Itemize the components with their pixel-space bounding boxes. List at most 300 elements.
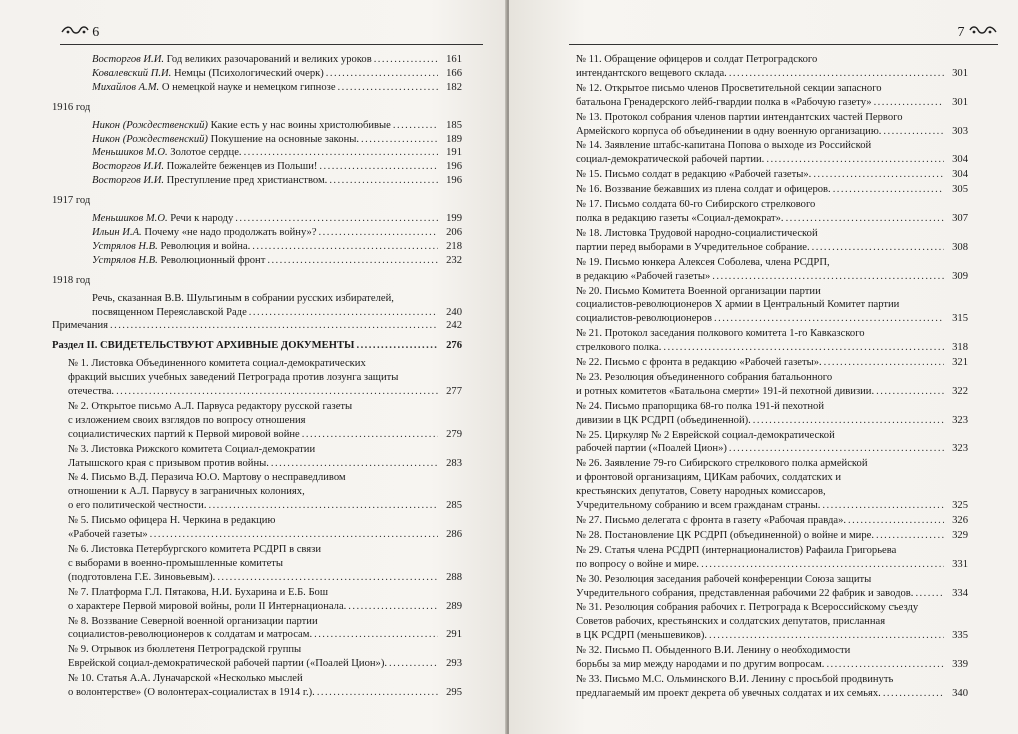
entry-line: № 27. Письмо делегата с фронта в газету «Рабочая правда». [576, 515, 847, 526]
entry-line: в ЦК РСДРП (меньшевиков). [576, 630, 708, 642]
toc-entry [92, 67, 462, 81]
dot-leader [766, 153, 944, 167]
entry-line: о волонтерстве» (О волонтерах-социалистах в 1914 г.). [68, 687, 315, 699]
entry-last-line [576, 442, 968, 456]
page-ref: 340 [952, 687, 968, 699]
document-entry [68, 514, 462, 542]
entry-line: интендантского вещевого склада. [576, 67, 727, 79]
entry-line: отношении к А.Л. Парвусу в заграничных колониях, [68, 486, 305, 498]
entry-line: социалистов-революционеров X армии в Центральный Комитет партии [576, 299, 900, 311]
entry-line: № 20. Письмо Комитета Военной организации партии [576, 285, 821, 297]
entry-line: № 14. Заявление штабс-капитана Попова о выходе из Российской [576, 140, 872, 152]
page-ref: 191 [446, 147, 462, 159]
dot-leader [663, 341, 944, 355]
toc-entry [92, 174, 462, 188]
document-entry [68, 672, 462, 700]
document-entry [576, 256, 968, 284]
entry-last-line [68, 528, 462, 542]
entry-line: о его политической честности. [68, 500, 207, 512]
year-heading: 1917 год [52, 195, 91, 207]
entry-line: № 2. Открытое письмо А.Л. Парвуса редактору русской газеты [68, 400, 353, 412]
dot-leader [356, 339, 438, 353]
entry-last-line [576, 67, 968, 81]
entry-text [92, 81, 336, 95]
entry-last-line [576, 687, 968, 701]
page-ref: 334 [952, 587, 968, 599]
page-ref: 293 [446, 658, 462, 670]
entry-line: № 1. Листовка Объединенного комитета социал-демократических [68, 358, 366, 370]
page-ref: 304 [952, 169, 968, 181]
page-ref: 303 [952, 125, 968, 137]
entry-line: № 7. Платформа Г.Л. Пятакова, Н.И. Бухарина и Е.Б. Бош [68, 586, 328, 598]
page-ref: 318 [952, 342, 968, 354]
entry-title: Революция и война. [160, 240, 251, 252]
entry-line: социал-демократической рабочей партии. [576, 154, 765, 166]
entry-text [92, 67, 324, 81]
entry-title: Почему «не надо продолжать войну»? [144, 226, 317, 238]
author-name: Никон (Рождественский) [92, 119, 208, 131]
page-ref: 295 [446, 687, 462, 699]
document-entry [576, 644, 968, 672]
entry-title: Год великих разочарований и великих уроков [166, 54, 372, 65]
author-name: Меньшиков М.О. [92, 147, 168, 159]
dot-leader [833, 183, 944, 197]
toc-entry [92, 81, 462, 95]
toc-entry [92, 53, 462, 67]
entry-last-line [576, 168, 968, 182]
page-ref: 196 [446, 175, 462, 187]
dot-leader [824, 356, 944, 370]
dot-leader [302, 428, 438, 442]
page-ref: 240 [446, 306, 462, 318]
entry-line: Речь, сказанная В.В. Шульгиным в собрании русских избирателей, [92, 292, 394, 304]
page-ref: 289 [446, 600, 462, 612]
author-name: Восторгов И.И. [92, 175, 164, 187]
dot-leader [812, 241, 944, 255]
dot-leader [883, 125, 944, 139]
author-name: Восторгов И.И. [92, 161, 164, 173]
entry-title: Преступление пред христианством. [166, 175, 328, 187]
floral-ornament-icon [968, 24, 998, 39]
page-ref: 331 [952, 558, 968, 570]
entry-line: № 31. Резолюция собрания рабочих г. Петрограда к Всероссийскому съезду [576, 602, 919, 614]
toc-entry [92, 119, 462, 133]
entry-line: социалистических партий к Первой мировой войне [68, 428, 300, 440]
page-ref: 301 [952, 67, 968, 79]
toc-entry [92, 306, 462, 320]
entry-last-line [68, 457, 462, 471]
entry-line: о характере Первой мировой войны, роли II Интернационала. [68, 600, 347, 612]
entry-line: № 22. Письмо с фронта в редакцию «Рабочей газеты». [576, 357, 822, 369]
section-label: Раздел II. СВИДЕТЕЛЬСТВУЮТ АРХИВНЫЕ ДОКУМЕНТЫ [52, 340, 355, 352]
entry-line: «Рабочей газеты» [68, 529, 148, 541]
entry-line: № 17. Письмо солдата 60-го Сибирского стрелкового [576, 199, 816, 211]
dot-leader [822, 499, 944, 513]
year-heading: 1916 год [52, 101, 91, 113]
entry-line: с выборами в военно-промышленные комитеты [68, 557, 284, 569]
page-ref: 308 [952, 241, 968, 253]
entry-line: № 18. Листовка Трудовой народно-социалистической [576, 227, 818, 239]
entry-last-line [576, 558, 968, 572]
page-ref: 286 [446, 529, 462, 541]
entry-line: № 15. Письмо солдат в редакцию «Рабочей газеты». [576, 169, 812, 181]
page-ref: 323 [952, 414, 968, 426]
entry-last-line [576, 658, 968, 672]
page-number: 7 [957, 25, 965, 40]
entry-line: № 23. Резолюция объединенного собрания батальонного [576, 371, 833, 383]
section-heading [52, 339, 462, 353]
entry-line: № 11. Обращение офицеров и солдат Петроградского [576, 54, 818, 65]
entry-title: Речи к народу [170, 213, 234, 225]
page-ref: 335 [952, 630, 968, 642]
page-ref: 321 [952, 357, 968, 369]
entry-title: Покушение на основные законы. [210, 133, 360, 145]
page-ref: 242 [446, 320, 462, 332]
dot-leader [326, 67, 438, 81]
entry-last-line [576, 270, 968, 284]
entry-line: № 21. Протокол заседания полкового комитета 1-го Кавказского [576, 328, 865, 340]
dot-leader [317, 686, 438, 700]
entry-text [92, 254, 265, 268]
entry-line: стрелкового полка. [576, 342, 662, 354]
page-ref: 199 [446, 213, 462, 225]
entry-line: батальона Гренадерского лейб-гвардии полка в «Рабочую газету» [576, 96, 872, 108]
dot-leader [709, 629, 944, 643]
year-heading: 1918 год [52, 274, 91, 286]
toc-entry [92, 240, 462, 254]
document-entry [576, 183, 968, 197]
document-entry [576, 514, 968, 528]
dot-leader [389, 657, 438, 671]
entry-last-line [68, 499, 462, 513]
entry-text [92, 119, 391, 133]
document-entry [576, 400, 968, 428]
entry-line: с изложением своих взглядов по вопросу отношения [68, 414, 306, 426]
entry-line: отечества. [68, 386, 115, 398]
page-ref: 166 [446, 67, 462, 79]
dot-leader [252, 240, 438, 254]
page-number: 6 [92, 25, 100, 40]
left-page [0, 0, 507, 734]
dot-leader [271, 457, 438, 471]
entry-last-line [576, 96, 968, 110]
entry-last-line [68, 428, 462, 442]
page-ref: 232 [446, 254, 462, 266]
entry-line: № 9. Отрывок из бюллетеня Петроградской группы [68, 644, 302, 656]
entry-line: № 16. Воззвание бежавших из плена солдат и офицеров. [576, 184, 831, 196]
entry-text [92, 133, 359, 147]
page-ref: 291 [446, 629, 462, 641]
entry-line: и фронтовой организациям, ЦИКам рабочих, солдатских и [576, 472, 841, 484]
document-entry [68, 357, 462, 399]
dot-leader [110, 319, 438, 333]
entry-group-1915 [92, 53, 462, 95]
entry-last-line [68, 571, 462, 585]
document-entry [68, 543, 462, 585]
entry-line: рабочей партии («Поалей Цион») [576, 443, 727, 455]
document-entry [576, 457, 968, 513]
entry-line: полка в редакцию газеты «Социал-демократ». [576, 212, 784, 224]
entry-last-line [576, 529, 968, 543]
page-ref: 182 [446, 81, 462, 93]
document-entry [576, 82, 968, 110]
entry-last-line [576, 341, 968, 355]
document-entry [68, 471, 462, 513]
page-ref: 189 [446, 133, 462, 145]
page-ref: 301 [952, 96, 968, 108]
entry-title: Пожалейте беженцев из Польши! [166, 161, 318, 173]
entry-line: в редакцию «Рабочей газеты» [576, 270, 711, 282]
author-name: Ковалевский П.И. [92, 67, 172, 79]
entry-title: Золотое сердце. [170, 147, 242, 159]
dot-leader [786, 212, 944, 226]
page-ref: 283 [446, 457, 462, 469]
entry-line: № 29. Статья члена РСДРП (интернационалистов) Рафаила Григорьева [576, 544, 897, 556]
entry-last-line [576, 312, 968, 326]
page-ref: 196 [446, 161, 462, 173]
entry-line: Советов рабочих, крестьянских и солдатских депутатов, присланная [576, 616, 886, 628]
dot-leader [348, 600, 438, 614]
entry-line: Латышского края с призывом против войны. [68, 457, 269, 469]
document-entry [576, 285, 968, 327]
dot-leader [361, 133, 438, 147]
toc-entry [92, 254, 462, 268]
page-ref: 322 [952, 385, 968, 397]
entry-text [92, 212, 233, 226]
entry-last-line [576, 212, 968, 226]
page-ref: 218 [446, 240, 462, 252]
entry-last-line [68, 657, 462, 671]
entry-text [92, 226, 317, 240]
document-entry [68, 615, 462, 643]
entry-text [92, 146, 242, 160]
toc-left [52, 53, 462, 701]
entry-last-line [576, 183, 968, 197]
entry-group-1918 [92, 292, 462, 320]
dot-leader [729, 442, 944, 456]
toc-entry [92, 146, 462, 160]
entry-line: (подготовлена Г.Е. Зиновьевым). [68, 571, 216, 583]
author-name: Ильин И.А. [92, 226, 142, 238]
entry-last-line [68, 628, 462, 642]
entry-text [92, 174, 327, 188]
dot-leader [729, 67, 944, 81]
author-name: Устрялов Н.В. [92, 254, 158, 266]
entry-line: фракций высших учебных заведений Петрограда против лозунга защиты [68, 372, 399, 384]
entry-line: борьбы за мир между народами и по другим вопросам. [576, 659, 825, 671]
entry-last-line [68, 600, 462, 614]
dot-leader [319, 160, 438, 174]
document-entry [576, 327, 968, 355]
document-entry [576, 227, 968, 255]
entry-line: партии перед выборами в Учредительное собрание. [576, 241, 810, 253]
author-name: Восторгов И.И. [92, 54, 164, 65]
entry-line: № 19. Письмо юнкера Алексея Соболева, члена РСДРП, [576, 256, 830, 268]
toc-entry [52, 339, 462, 353]
entry-line: № 8. Воззвание Северной военной организации партии [68, 615, 318, 627]
entry-line: № 12. Открытое письмо членов Просветительной секции запасного [576, 82, 882, 94]
entry-line: Учредительного собрания, представленная рабочими 22 фабрик и заводов. [576, 587, 914, 599]
dot-leader [208, 499, 438, 513]
page-ref: 304 [952, 154, 968, 166]
entry-line: № 28. Постановление ЦК РСДРП (объединенной) о войне и мире. [576, 529, 874, 541]
toc-right [576, 53, 968, 702]
toc-entry [92, 212, 462, 226]
entry-line: Армейского корпуса об объединении в одну военную организацию. [576, 125, 882, 137]
dot-leader [876, 385, 944, 399]
page-ref: 185 [446, 119, 462, 131]
dot-leader [813, 168, 944, 182]
dot-leader [393, 119, 438, 133]
document-entry [576, 139, 968, 167]
entry-line: крестьянских депутатов, Совету народных комиссаров, [576, 486, 826, 498]
dot-leader [826, 658, 944, 672]
author-name: Михайлов А.М. [92, 81, 160, 93]
entry-title: Революционный фронт [160, 254, 266, 266]
entry-last-line [576, 125, 968, 139]
page-ref: 329 [952, 529, 968, 541]
dot-leader [753, 414, 944, 428]
document-entry [68, 443, 462, 471]
dot-leader [314, 628, 438, 642]
dot-leader [150, 528, 438, 542]
dot-leader [714, 312, 944, 326]
page-ref: 277 [446, 386, 462, 398]
entry-line: № 13. Протокол собрания членов партии интендантских частей Первого [576, 111, 903, 123]
page-ref: 323 [952, 443, 968, 455]
entry-line: Учредительному собранию и всем гражданам страны. [576, 500, 821, 512]
entry-text [92, 240, 250, 254]
document-entry [576, 111, 968, 139]
right-page [509, 0, 1018, 734]
toc-entry [92, 226, 462, 240]
entry-line: № 10. Статья А.А. Луначарской «Несколько мыслей [68, 673, 303, 685]
entry-title: О немецкой науке и немецком гипнозе [161, 81, 336, 93]
entry-title: Немцы (Психологический очерк) [173, 67, 324, 79]
entry-last-line [576, 356, 968, 370]
entry-line: социалистов-революционеров к солдатам и матросам. [68, 629, 313, 641]
right-page-header [569, 24, 998, 45]
notes-label: Примечания [52, 320, 108, 332]
floral-ornament-icon [60, 24, 92, 39]
page-ref: 206 [446, 226, 462, 238]
entry-line: посвященном Переяславской Раде [92, 306, 247, 318]
dot-leader [267, 254, 438, 268]
entry-group-1916 [92, 119, 462, 189]
entry-last-line [68, 385, 462, 399]
dot-leader [116, 385, 438, 399]
entry-last-line [576, 587, 968, 601]
entry-line: социалистов-революционеров [576, 313, 712, 325]
toc-entry [92, 160, 462, 174]
document-entry [68, 643, 462, 671]
dot-leader [876, 529, 944, 543]
entry-title: Какие есть у нас воины христолюбивые [210, 119, 391, 131]
dot-leader [883, 687, 944, 701]
entry-last-line [576, 153, 968, 167]
entry-text [92, 53, 372, 67]
entry-last-line [576, 241, 968, 255]
document-entry [576, 371, 968, 399]
entry-last-line [576, 414, 968, 428]
dot-leader [701, 558, 944, 572]
document-entry [576, 601, 968, 643]
entry-line: № 3. Листовка Рижского комитета Социал-демократии [68, 443, 316, 455]
document-entry [576, 429, 968, 457]
dot-leader [319, 226, 438, 240]
notes-entry [52, 319, 462, 333]
dot-leader [338, 81, 438, 95]
entry-line: № 5. Письмо офицера Н. Черкина в редакцию [68, 515, 276, 527]
entry-line: № 6. Листовка Петербургского комитета РСДРП в связи [68, 544, 322, 555]
entry-last-line [576, 385, 968, 399]
author-name: Меньшиков М.О. [92, 213, 168, 225]
document-entry [576, 356, 968, 370]
page-ref: 307 [952, 212, 968, 224]
document-entry [576, 53, 968, 81]
entry-line: № 30. Резолюция заседания рабочей конференции Союза защиты [576, 573, 872, 585]
toc-entry [52, 319, 462, 333]
dot-leader [329, 174, 438, 188]
page-ref: 279 [446, 428, 462, 440]
entry-last-line [576, 514, 968, 528]
author-name: Устрялов Н.В. [92, 240, 158, 252]
page-ref: 285 [446, 500, 462, 512]
document-entry [68, 400, 462, 442]
page-ref: 288 [446, 571, 462, 583]
left-page-header [60, 24, 483, 45]
document-list [68, 357, 462, 700]
entry-group-1917 [92, 212, 462, 268]
entry-line: № 24. Письмо прапорщика 68-го полка 191-й пехотной [576, 400, 824, 412]
dot-leader [712, 270, 944, 284]
document-entry [576, 198, 968, 226]
entry-line: Еврейской социал-демократической рабочей партии («Поалей Цион»). [68, 658, 388, 670]
page-ref: 326 [952, 515, 968, 526]
document-entry [576, 573, 968, 601]
dot-leader [235, 212, 438, 226]
page-ref: 325 [952, 500, 968, 512]
entry-last-line [576, 499, 968, 513]
author-name: Никон (Рождественский) [92, 133, 208, 145]
page-ref: 276 [446, 340, 462, 352]
document-entry [68, 586, 462, 614]
dot-leader [249, 306, 438, 320]
document-entry [576, 544, 968, 572]
entry-line: № 32. Письмо П. Обыденного В.И. Ленину о необходимости [576, 645, 851, 657]
entry-line: дивизии в ЦК РСДРП (объединенной). [576, 414, 751, 426]
dot-leader [874, 96, 944, 110]
entry-text [92, 160, 317, 174]
page-ref: 339 [952, 659, 968, 671]
entry-line: № 26. Заявление 79-го Сибирского стрелкового полка армейской [576, 458, 868, 470]
dot-leader [374, 53, 438, 67]
entry-line: предлагаемый им проект декрета об увечных солдатах и их семьях. [576, 687, 881, 699]
page-ref: 315 [952, 313, 968, 325]
document-entry [576, 529, 968, 543]
dot-leader [217, 571, 438, 585]
entry-line: № 33. Письмо М.С. Ольминского В.И. Ленину с просьбой продвинуть [576, 673, 894, 685]
dot-leader [915, 587, 944, 601]
page-ref: 305 [952, 184, 968, 196]
page-ref: 161 [446, 54, 462, 65]
entry-last-line [68, 686, 462, 700]
page-ref: 309 [952, 270, 968, 282]
entry-line: № 4. Письмо В.Д. Перазича Ю.О. Мартову о несправедливом [68, 472, 346, 484]
document-entry [576, 168, 968, 182]
dot-leader [848, 514, 944, 528]
document-entry [576, 673, 968, 701]
